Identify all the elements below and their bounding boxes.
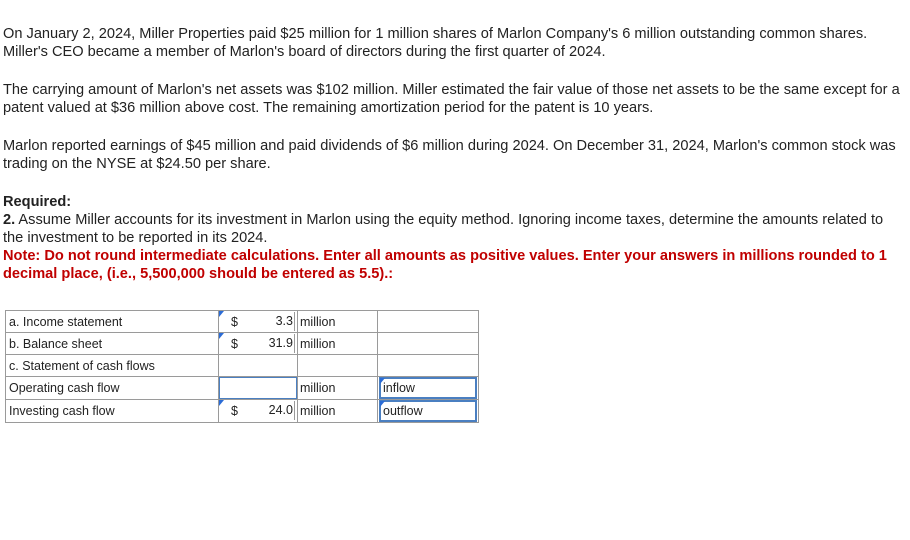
flag-icon <box>380 378 385 384</box>
flow-dropdown[interactable] <box>379 400 477 422</box>
investing-amount-value: 24.0 <box>269 401 295 420</box>
input-box <box>219 377 297 399</box>
row-label: Investing cash flow <box>6 400 219 423</box>
unit-label: million <box>298 377 378 400</box>
problem-paragraph-2: The carrying amount of Marlon's net assets was $102 million. Miller estimated the fair value of those net assets to be the same except for a patent valued at $36 million above cost. The remaining amortization period for the patent is 10 years. <box>3 82 900 116</box>
unit-label: million <box>298 400 378 423</box>
table-row-investing <box>6 400 479 423</box>
required-note: Note: Do not round intermediate calculations. Enter all amounts as positive values. Enter your answers in millions rounded to 1 decimal place, (i.e., 5,500,000 should be entered as 5.5).: <box>3 248 887 282</box>
flag-icon <box>219 311 224 317</box>
empty-cell <box>378 355 479 377</box>
table-row-operating <box>6 377 479 400</box>
answer-table <box>5 310 479 423</box>
operating-amount-input[interactable] <box>219 377 298 400</box>
empty-cell <box>378 333 479 355</box>
investing-flow-select[interactable] <box>378 400 479 423</box>
balance-amount-value: 31.9 <box>269 334 295 353</box>
empty-cell <box>219 355 298 377</box>
row-label: a. Income statement <box>6 311 219 333</box>
row-label: Operating cash flow <box>6 377 219 400</box>
income-amount-value: 3.3 <box>276 312 295 331</box>
table-row-income <box>6 311 479 333</box>
required-heading: Required: <box>3 194 72 210</box>
row-label: c. Statement of cash flows <box>6 355 219 377</box>
currency-symbol: $ <box>231 404 238 418</box>
table-row-balance <box>6 333 479 355</box>
investing-amount-input[interactable] <box>219 400 298 423</box>
flag-icon <box>219 400 224 406</box>
operating-flow-select[interactable] <box>378 377 479 400</box>
unit-label: million <box>298 333 378 355</box>
currency-symbol: $ <box>231 337 238 351</box>
problem-paragraph-1: On January 2, 2024, Miller Properties paid $25 million for 1 million shares of Marlon Company's 6 million outstanding common shares. Miller's CEO became a member of Marlon's board of directors during the first quarter of 2024. <box>3 26 868 60</box>
flag-icon <box>219 333 224 339</box>
flow-value: inflow <box>383 381 415 395</box>
table-row-cashflows <box>6 355 479 377</box>
income-amount-input[interactable] <box>219 311 298 333</box>
flow-value: outflow <box>383 404 423 418</box>
required-number: 2. <box>3 212 16 228</box>
balance-amount-input[interactable] <box>219 333 298 355</box>
empty-cell <box>298 355 378 377</box>
problem-paragraph-3: Marlon reported earnings of $45 million and paid dividends of $6 million during 2024. On December 31, 2024, Marlon's common stock was trading on the NYSE at $24.50 per share. <box>3 138 896 172</box>
row-label: b. Balance sheet <box>6 333 219 355</box>
required-text: Assume Miller accounts for its investment in Marlon using the equity method. Ignoring income taxes, determine the amounts related to the investment to be reported in its 2024. <box>3 212 884 246</box>
flow-dropdown[interactable] <box>379 377 477 399</box>
currency-symbol: $ <box>231 315 238 329</box>
unit-label: million <box>298 311 378 333</box>
flag-icon <box>380 401 385 407</box>
empty-cell <box>378 311 479 333</box>
required-section <box>3 193 903 283</box>
